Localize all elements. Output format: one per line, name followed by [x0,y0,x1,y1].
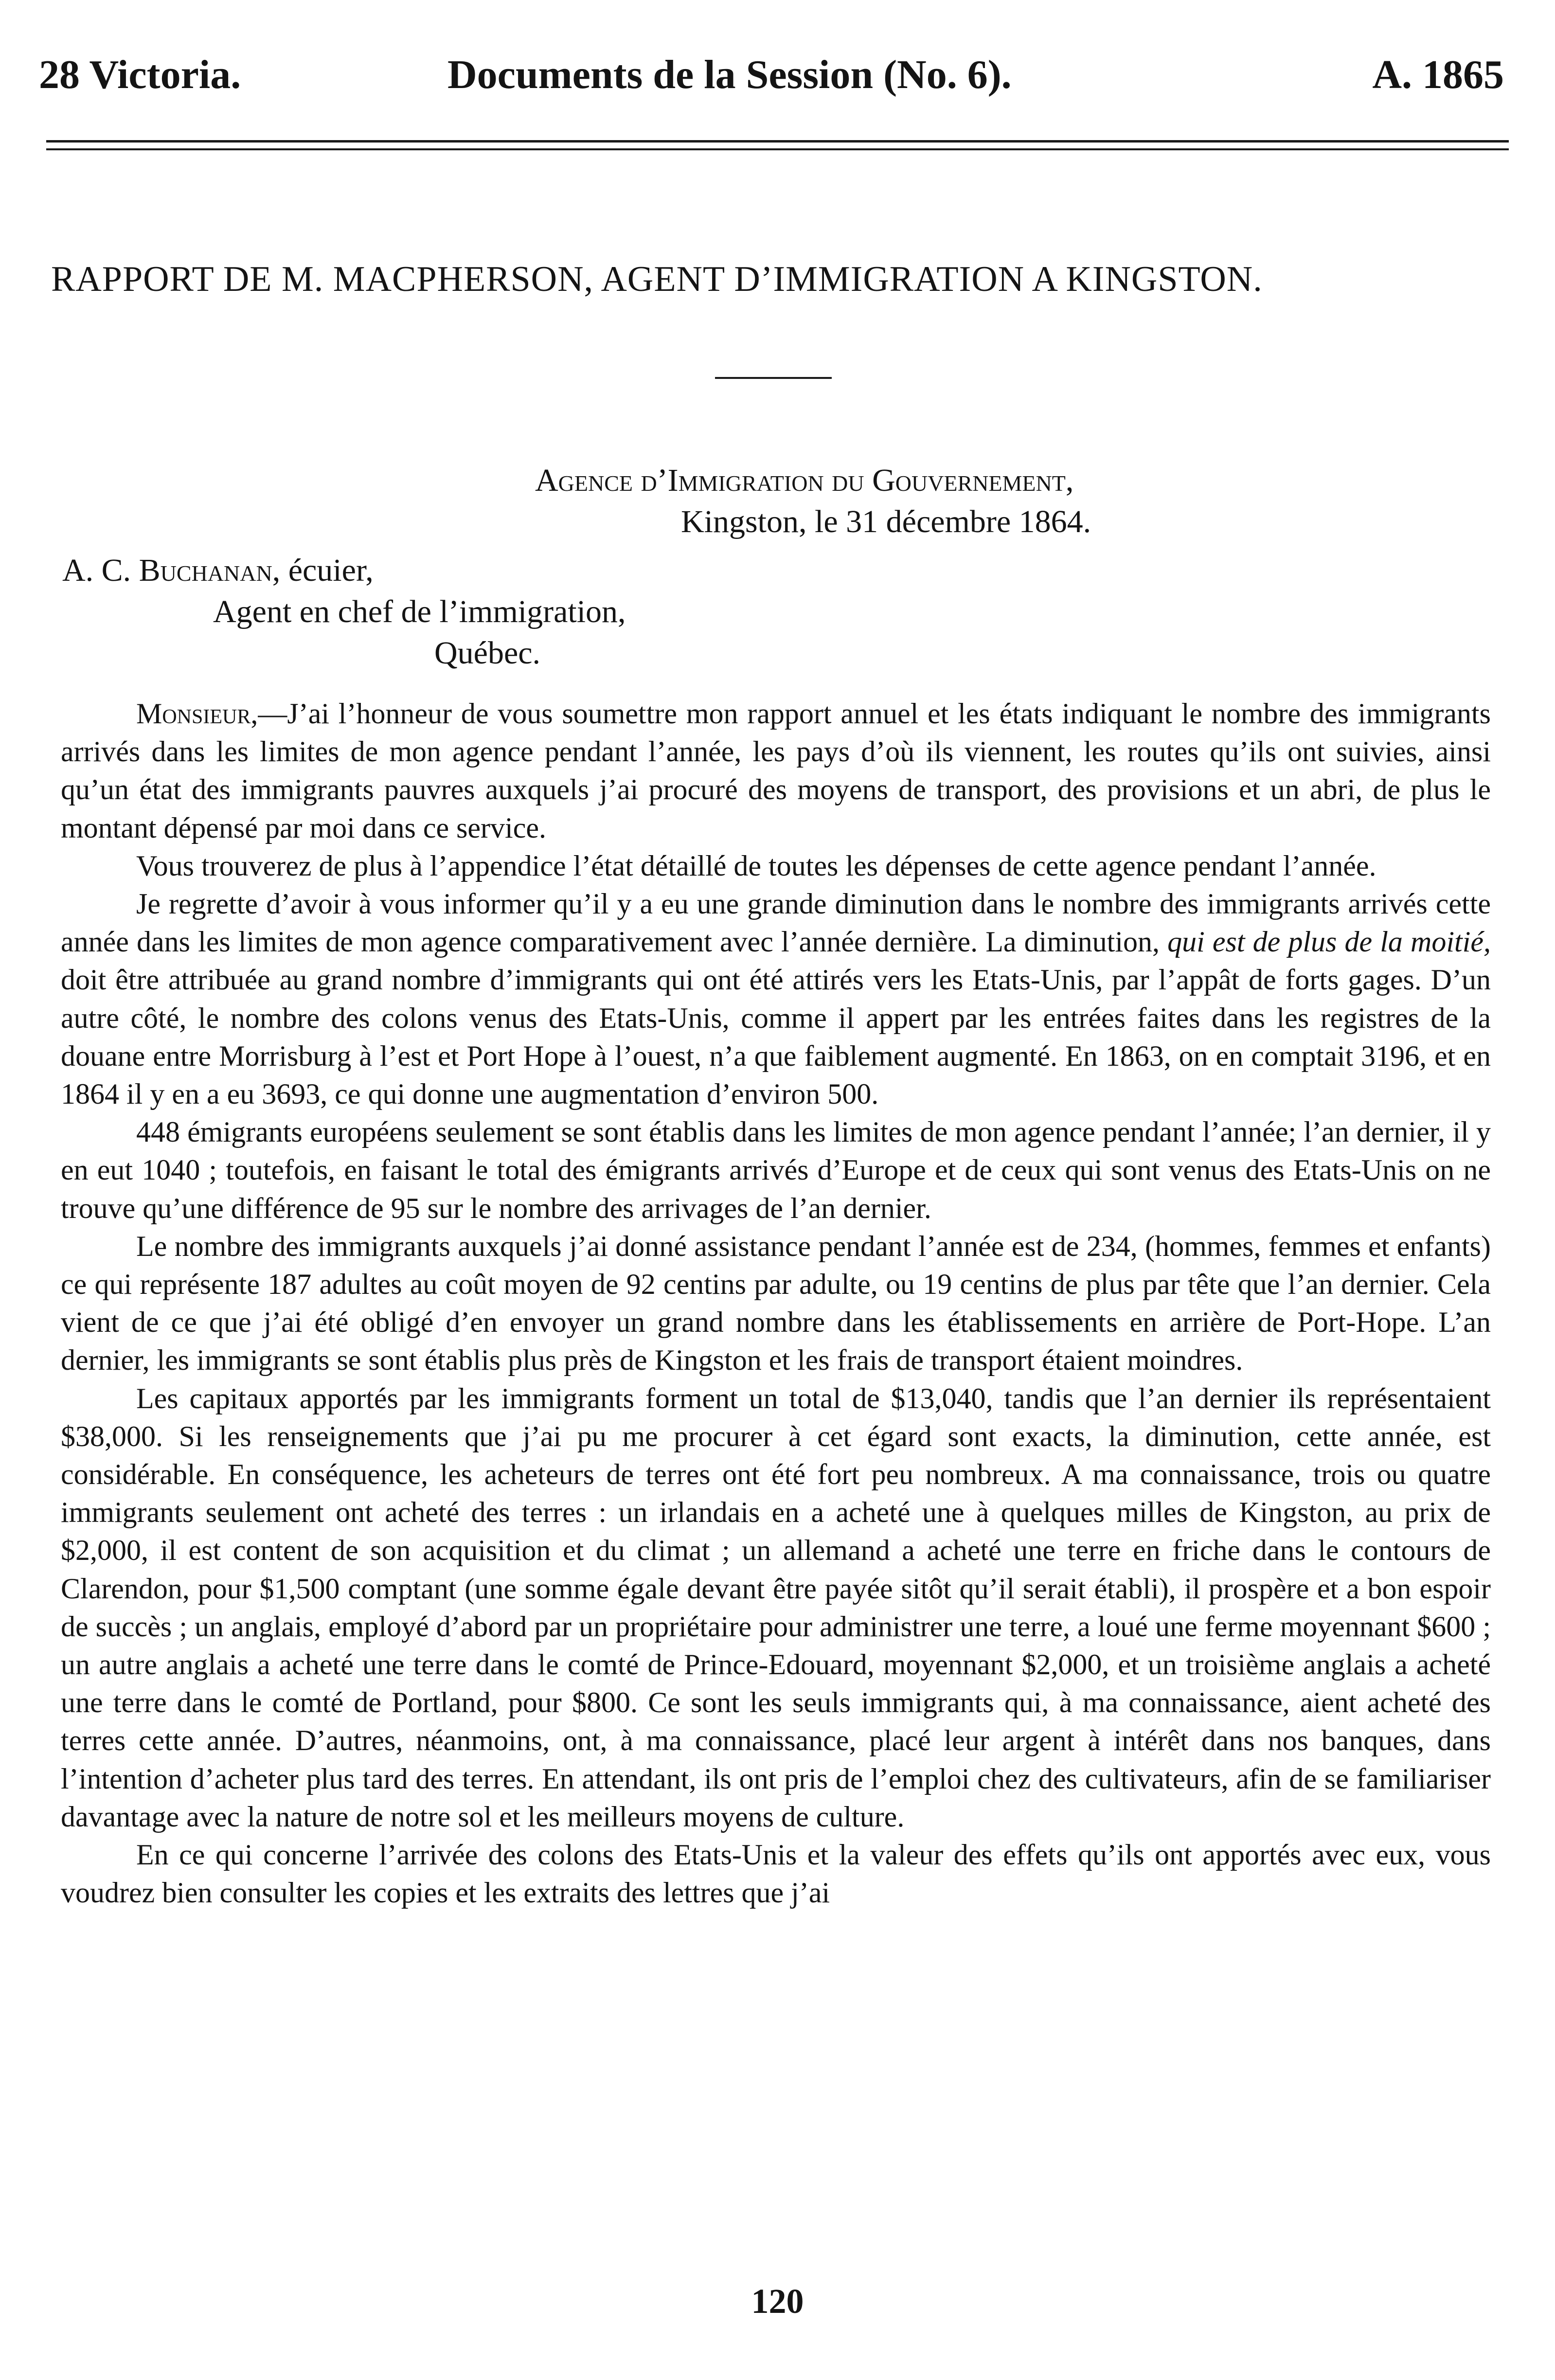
paragraph-3-text-b: doit être attribuée au grand nombre d’immigrants qui ont été attirés vers les Etats-Unis, par l’appât de forts gages. D’un autre côté, le nombre des colons venus des Etats-Unis, comme il appert par les entrées faites dans les registres de la douane entre Morrisburg à l’est et Port Hope à l’ouest, n’a que faiblement augmenté. En 1863, on en comptait 3196, et en 1864 il y en a eu 3693, ce qui donne une augmentation d’environ 500. [61,964,1491,1110]
paragraph-7: En ce qui concerne l’arrivée des colons des Etats-Unis et la valeur des effets qu’ils ont apportés avec eux, vous voudrez bien consulter les copies et les extraits des lettres que j’ai [61,1839,1491,1909]
running-head-volume: 28 Victoria. [39,52,241,97]
addressee-city: Québec. [434,635,541,671]
paragraph-3-italic: qui est de plus de la moitié, [1167,926,1491,958]
paragraph-3-text-a: Je regrette d’avoir à vous informer qu’il y a eu une grande diminution dans le nombre des immigrants arrivés cette année dans les limites de mon agence comparativement avec l’année dernière. La diminution, [61,888,1491,958]
report-title: RAPPORT DE M. MACPHERSON, AGENT D’IMMIGRATION A KINGSTON. [51,259,1263,299]
addressee-title: Agent en chef de l’immigration, [213,594,626,629]
header-double-rule [46,140,1509,150]
running-head-title: Documents de la Session (No. 6). [447,52,1012,97]
paragraph-2: Vous trouverez de plus à l’appendice l’état détaillé de toutes les dépenses de cette agence pendant l’année. [136,849,1376,882]
dateline: Kingston, le 31 décembre 1864. [681,504,1091,539]
running-head [34,51,1514,105]
addressee-block [62,550,626,674]
running-head-year: A. 1865 [1372,52,1504,97]
addressee-name-suffix: , écuier, [272,553,374,588]
addressee-name-line [62,550,626,591]
page-number: 120 [751,2282,804,2321]
paragraph-5: Le nombre des immigrants auxquels j’ai donné assistance pendant l’année est de 234, (hommes, femmes et enfants) ce qui représente 187 adultes au coût moyen de 92 centins par adulte, ou 19 centins de plus par tête que l’an dernier. Cela vient de ce que j’ai été obligé d’en envoyer un grand nombre dans les établissements en arrière de Port-Hope. L’an dernier, les immigrants se sont établis plus près de Kingston et les frais de transport étaient moindres. [61,1230,1491,1377]
agency-heading: Agence d’Immigration du Gouvernement, [535,463,1074,498]
title-separator-rule [715,377,832,379]
paragraph-1-text: —J’ai l’honneur de vous soumettre mon rapport annuel et les états indiquant le nombre des immigrants arrivés dans les limites de mon agence pendant l’année, les pays d’où ils viennent, les routes qu’ils ont suivies, ainsi qu’un état des immigrants pauvres auxquels j’ai procuré des moyens de transport, des provisions et un abri, de plus le montant dépensé par moi dans ce service. [61,698,1491,844]
salutation: Monsieur, [136,698,258,730]
paragraph-4: 448 émigrants européens seulement se sont établis dans les limites de mon agence pendant l’année; l’an dernier, il y en eut 1040 ; toutefois, en faisant le total des émigrants arrivés d’Europe et de ceux qui sont venus des Etats-Unis on ne trouve qu’une différence de 95 sur le nombre des arrivages de l’an dernier. [61,1116,1491,1224]
paragraph-1 [61,695,1491,847]
paragraph-6: Les capitaux apportés par les immigrants forment un total de $13,040, tandis que l’an dernier ils représentaient $38,000. Si les renseignements que j’ai pu me procurer à cet égard sont exacts, la diminution, cette année, est considérable. En conséquence, les acheteurs de terres ont été fort peu nombreux. A ma connaissance, trois ou quatre immigrants seulement ont acheté des terres : un irlandais en a acheté une à quelques milles de Kingston, au prix de $2,000, il est content de son acquisition et du climat ; un allemand a acheté une terre en friche dans le contours de Clarendon, pour $1,500 comptant (une somme égale devant être payée sitôt qu’il serait établi), il prospère et a bon espoir de succès ; un anglais, employé d’abord par un propriétaire pour administrer une terre, a loué une ferme moyennant $600 ; un autre anglais a acheté une terre dans le comté de Prince-Edouard, moyennant $2,000, et un troisième anglais a acheté une terre dans le comté de Portland, pour $800. Ce sont les seuls immigrants qui, à ma connaissance, aient acheté des terres cette année. D’autres, néanmoins, ont, à ma connaissance, placé leur argent à intérêt dans nos banques, dans l’intention d’acheter plus tard des terres. En attendant, ils ont pris de l’emploi chez des cultivateurs, afin de se familiariser davantage avec la nature de notre sol et les meilleurs moyens de culture. [61,1382,1491,1833]
addressee-name: A. C. Buchanan [62,553,272,588]
paragraph-3 [61,885,1491,1113]
letter-body [61,695,1491,1912]
